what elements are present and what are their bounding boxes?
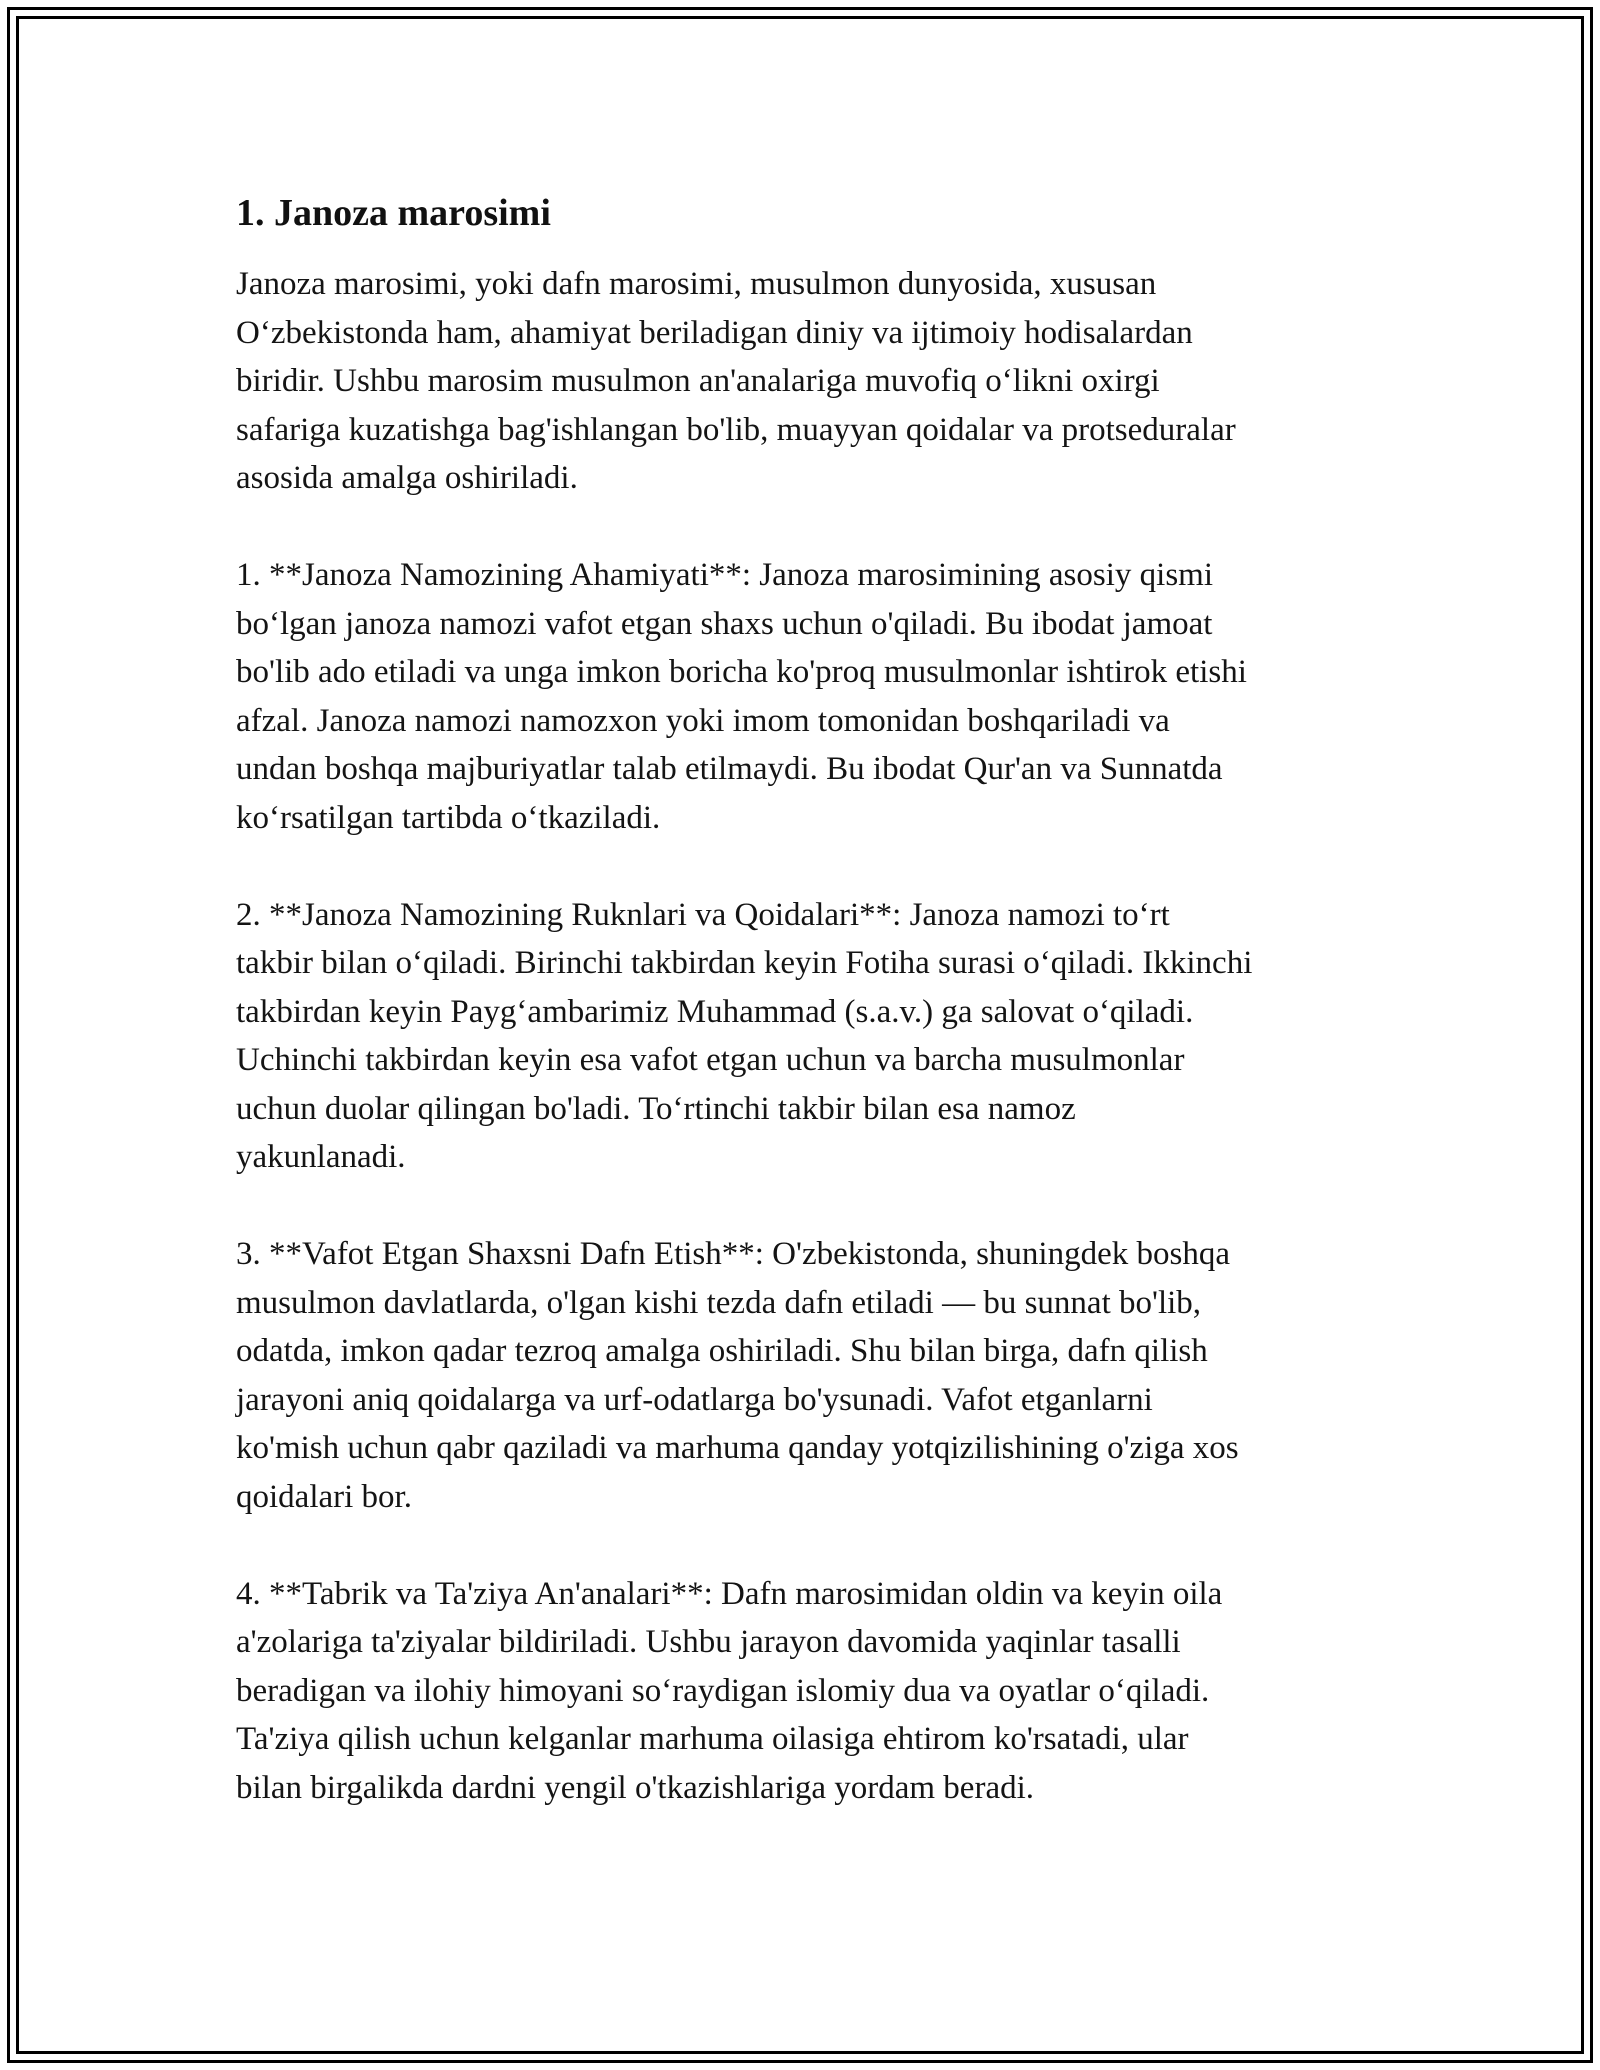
text-line: 2. **Janoza Namozining Ruknlari va Qoidalari**: Janoza namozi to‘rt [236,896,1170,933]
text-line: ko'mish uchun qabr qaziladi va marhuma qanday yotqizilishining o'ziga xos [236,1430,1239,1466]
text-line: Ta'ziya qilish uchun kelganlar marhuma oilasiga ehtirom ko'rsatadi, ular [236,1721,1189,1757]
text-line: ko‘rsatilgan tartibda o‘tkaziladi. [236,799,661,836]
numbered-paragraph-3 [236,1230,1376,1521]
text-line: safariga kuzatishga bag'ishlangan bo'lib, muayyan qoidalar va protseduralar [236,411,1236,448]
text-line: bo‘lgan janoza namozi vafot etgan shaxs uchun o'qiladi. Bu ibodat jamoat [236,605,1213,642]
text-line: takbir bilan o‘qiladi. Birinchi takbirdan keyin Fotiha surasi o‘qiladi. Ikkinchi [236,945,1253,981]
text-line: bo'lib ado etiladi va unga imkon boricha ko'proq musulmonlar ishtirok etishi [236,654,1247,690]
text-line: yakunlanadi. [236,1139,406,1175]
text-line: 3. **Vafot Etgan Shaxsni Dafn Etish**: O'zbekistonda, shuningdek boshqa [236,1236,1230,1272]
text-line: 1. **Janoza Namozining Ahamiyati**: Janoza marosimining asosiy qismi [236,557,1214,593]
text-line: uchun duolar qilingan bo'ladi. To‘rtinchi takbir bilan esa namoz [236,1090,1076,1127]
text-line: jarayoni aniq qoidalarga va urf-odatlarga bo'ysunadi. Vafot etganlarni [236,1381,1153,1418]
text-line: qoidalari bor. [236,1478,412,1515]
text-line: 4. **Tabrik va Ta'ziya An'analari**: Dafn marosimidan oldin va keyin oila [236,1575,1223,1612]
numbered-paragraph-1 [236,551,1376,842]
text-line: Janoza marosimi, yoki dafn marosimi, musulmon dunyosida, xususan [236,266,1157,302]
section-heading: 1. Janoza marosimi [236,192,551,234]
paragraph-list [236,260,1376,1812]
text-line: bilan birgalikda dardni yengil o'tkazishlariga yordam beradi. [236,1769,1035,1806]
document-body [236,188,1376,1861]
text-line: biridir. Ushbu marosim musulmon an'analariga muvofiq o‘likni oxirgi [236,363,1160,399]
text-line: odatda, imkon qadar tezroq amalga oshiriladi. Shu bilan birga, dafn qilish [236,1333,1208,1369]
text-line: musulmon davlatlarda, o'lgan kishi tezda dafn etiladi — bu sunnat bo'lib, [236,1284,1202,1321]
text-line: a'zolariga ta'ziyalar bildiriladi. Ushbu jarayon davomida yaqinlar tasalli [236,1624,1181,1660]
numbered-paragraph-4 [236,1570,1376,1813]
text-line: Uchinchi takbirdan keyin esa vafot etgan uchun va barcha musulmonlar [236,1042,1185,1078]
text-line: O‘zbekistonda ham, ahamiyat beriladigan diniy va ijtimoiy hodisalardan [236,314,1193,351]
text-line: takbirdan keyin Payg‘ambarimiz Muhammad (s.a.v.) ga salovat o‘qiladi. [236,993,1194,1030]
text-line: afzal. Janoza namozi namozxon yoki imom tomonidan boshqariladi va [236,702,1170,739]
intro-paragraph [236,260,1376,503]
numbered-paragraph-2 [236,891,1376,1182]
text-line: beradigan va ilohiy himoyani so‘raydigan islomiy dua va oyatlar o‘qiladi. [236,1672,1210,1709]
text-line: undan boshqa majburiyatlar talab etilmaydi. Bu ibodat Qur'an va Sunnatda [236,751,1223,787]
text-line: asosida amalga oshiriladi. [236,460,578,496]
